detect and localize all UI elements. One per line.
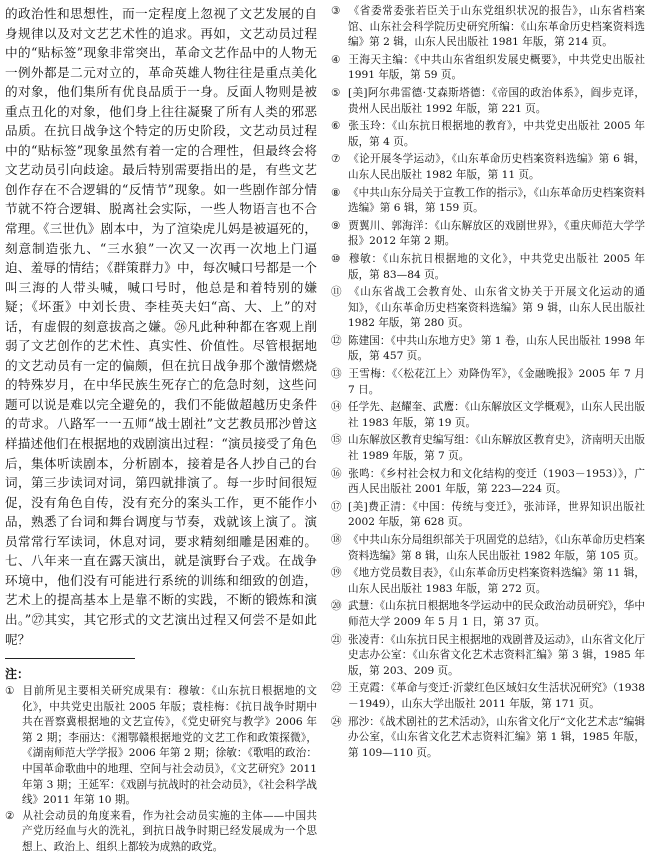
footnote-text: 贾翼川、郭海洋：《山东解放区的戏剧世界》，《重庆师范大学学报》2012 年第 2 期。	[348, 219, 645, 248]
footnote-number: ④	[331, 53, 341, 66]
notes-title: 注：	[5, 667, 30, 682]
footnote	[331, 152, 645, 183]
right-column-notes	[331, 4, 645, 763]
footnote-text: 从社会动员的角度来看，作为社会动员实施的主体——中国共产党历经血与火的洗礼，到抗日战争时期已经发展成为一个思想上、政治上、组织上都较为成熟的政党。	[22, 809, 317, 853]
footnote-number: ②	[5, 809, 15, 822]
footnote-number: ㉔	[331, 715, 342, 728]
footnote-text: 张凌青：《山东抗日民主根据地的戏剧普及运动》，山东省文化厅史志办公室：《山东省文化艺术志资料汇编》第 3 辑，1985 年版，第 203、209 页。	[348, 633, 645, 677]
footnote	[331, 367, 645, 398]
footnote-separator	[5, 658, 135, 659]
footnote	[331, 681, 645, 712]
footnote-text: 目前所见主要相关研究成果有：穆敏：《山东抗日根据地的文化》，中共党史出版社 2005 年版；袁桂梅：《抗日战争时期中共在晋察冀根据地的文艺宣传》，《党史研究与教学》2006 年第 2 期；李丽达：《湘鄂赣根据地党的文艺工作和政策探微》，《湖南师范大学学报》2006 年第 2 期；徐敏：《歌唱的政治：中国革命歌曲中的地理、空间与社会动员》，《文艺研究》2011 年第 3 期；王延军：《戏剧与抗战时的社会动员》，《社会科学战线》2011 年第 10 期。	[22, 685, 317, 807]
footnote	[5, 809, 317, 856]
footnote	[331, 467, 645, 498]
footnote-number: ③	[331, 5, 341, 17]
footnote	[331, 599, 645, 630]
footnote	[331, 500, 645, 531]
footnote-number: ⑳	[331, 600, 342, 613]
footnote	[5, 684, 317, 809]
footnote	[331, 533, 645, 564]
footnote-number: ⑭	[331, 401, 342, 414]
footnote	[331, 285, 645, 332]
footnote-text: 《中共山东分局关于宣教工作的指示》，《山东革命历史档案资料选编》第 6 辑，第 159 页。	[348, 186, 645, 215]
notes-left-list	[5, 684, 317, 856]
footnote	[331, 4, 645, 51]
footnote-text: 《论开展冬学运动》，《山东革命历史档案资料选编》第 6 辑，山东人民出版社 1982 年版，第 11 页。	[348, 153, 645, 181]
footnote-number: ⑨	[331, 219, 341, 232]
footnote-text: 王海天主编：《中共山东省组织发展史概要》，中共党史出版社 1991 年版，第 59 页。	[348, 53, 645, 82]
footnote-number: ⑪	[331, 286, 342, 299]
footnote-text: 山东解放区教育史编写组：《山东解放区教育史》，济南明天出版社 1989 年版，第 7 页。	[348, 434, 645, 463]
footnote-text: 邢沙：《战术剧社的艺术活动》，山东省文化厅“文化艺术志”编辑办公室，《山东省文化艺术志资料汇编》第 1 辑，1985 年版，第 109—110 页。	[348, 715, 645, 759]
footnote-text: 《中共山东分局组织部关于巩固党的总结》，《山东革命历史档案资料选编》第 8 辑，山东人民出版社 1982 年版，第 105 页。	[348, 534, 645, 562]
footnote	[331, 119, 645, 150]
footnote-text: 张鸣：《乡村社会权力和文化结构的变迁（1903－1953）》，广西人民出版社 2001 年版，第 223—224 页。	[348, 467, 645, 496]
left-column	[5, 4, 317, 856]
footnote	[331, 715, 645, 762]
footnote-text: [美]阿尔弗雷德·艾森斯塔德：《帝国的政治体系》，阎步克译，贵州人民出版社 1992 年版，第 221 页。	[348, 86, 645, 115]
footnote-number: ⑮	[331, 434, 342, 447]
footnote-text: 王克霞：《革命与变迁·沂蒙红色区域妇女生活状况研究》（1938－1949），山东大学出版社 2011 年版，第 171 页。	[348, 682, 645, 710]
footnote-number: ⑱	[331, 534, 342, 546]
footnote-number: ⑫	[331, 334, 342, 347]
main-body-text: 的政治性和思想性，而一定程度上忽视了文艺发展的自身规律以及对文艺艺术性的追求。再如，文艺动员过程中的“贴标签”现象非常突出，革命文艺作品中的人物无一例外都是二元对立的，革命英雄人物往往是重点美化的对象，他们集所有优良品质于一身。反面人物则是被重点丑化的对象，他们身上往往凝聚了所有人类的邪恶品质。在抗日战争这个特定的历史阶段，文艺动员过程中的“贴标签”现象虽然有着一定的合理性，但最终会将文艺动员引向歧途。最后特别需要指出的是，有些文艺创作存在不合逻辑的“反情节”现象。如一些剧作部分情节就不符合逻辑、脱离社会实际，一些人物语言也不合常理。《三世仇》剧本中，为了渲染虎儿妈是被逼死的，刻意制造张九、“三水狼”一次又一次再一次地上门逼迫、羞辱的情结；《群策群力》中，每次喊口号都是一个叫三海的人带头喊，喊口号时，他总是和着特别的嫌疑；《坏蛋》中刘长贵、李桂英夫妇“高、大、上”的对话，有虚假的刻意拔高之嫌。㉖凡此种种都在客观上削弱了文艺创作的艺术性、真实性、价值性。尽管根据地的文艺动员有一定的偏颇，但在抗日战争那个激情燃烧的特殊岁月，在中华民族生死存亡的危急时刻，这些问题可以说是难以完全避免的，我们不能做超越历史条件的苛求。八路军一一五师“战士剧社”文艺教员邢沙曾这样描述他们在根据地的戏剧演出过程：“演员接受了角色后，集体听读剧本，分析剧本，接着是各人抄自己的台词，第三步读词对词，第四就排演了。每一步时间很短促，没有角色自传，没有充分的案头工作，更不能作小品，熟悉了台词和舞台调度与节奏，戏就该上演了。演员常常行军读词，休息对词，要求精刻细雕是困难的。七、八年来一直在露天演出，就是演野台子戏。在战争环境中，他们没有可能进行系统的训练和细致的创造，艺术上的提高基本上是靠不断的实践，不断的锻炼和演出。”㉗其实，其它形式的文艺演出过程又何尝不是如此呢？	[5, 6, 317, 647]
footnote-number: ⑤	[331, 86, 341, 99]
footnote-text: [美]费正清：《中国：传统与变迁》，张沛译，世界知识出版社 2002 年版，第 628 页。	[348, 500, 645, 529]
footnote	[331, 400, 645, 431]
footnote	[331, 566, 645, 597]
footnote-number: ⑥	[331, 120, 341, 133]
footnote-number: ㉒	[331, 682, 342, 695]
footnote-number: ㉑	[331, 633, 342, 646]
footnote	[331, 219, 645, 250]
footnote-text: 陈建国：《中共山东地方史》第 1 卷，山东人民出版社 1998 年版，第 457 页。	[348, 334, 645, 363]
footnote-text: 任学先、赵耀奎、武鹰：《山东解放区文学概观》，山东人民出版社 1983 年版，第 19 页。	[348, 401, 645, 429]
footnote	[331, 433, 645, 464]
footnote-number: ⑯	[331, 467, 342, 480]
footnote	[331, 633, 645, 680]
footnote-number: ⑲	[331, 567, 342, 580]
footnote-text: 《省委常委张若臣关于山东党组织状况的报告》，山东省档案馆、山东社会科学院历史研究所编：《山东革命历史档案资料选编》第 2 辑，山东人民出版社 1981 年版，第 214 页。	[348, 5, 645, 49]
footnote	[331, 53, 645, 84]
footnote-text: 穆敏：《山东抗日根据地的文化》，中共党史出版社 2005 年版，第 83—84 页。	[348, 252, 645, 281]
footnote-text: 张玉玲：《山东抗日根据地的教育》，中共党史出版社 2005 年版，第 4 页。	[348, 120, 645, 148]
footnote	[331, 186, 645, 217]
footnote-number: ⑧	[331, 186, 341, 199]
footnote-text: 王雪梅：《〈松花江上〉劝降伪军》，《金融晚报》2005 年 7 月 7 日。	[348, 368, 645, 396]
footnote	[331, 252, 645, 283]
footnote	[331, 334, 645, 365]
footnote-number: ⑰	[331, 500, 342, 513]
footnote-text: 《地方党员数目表》，《山东革命历史档案资料选编》第 11 辑，山东人民出版社 1983 年版，第 272 页。	[348, 567, 645, 595]
footnote-number: ⑩	[331, 252, 341, 265]
footnote-number: ⑦	[331, 153, 341, 166]
footnote	[331, 86, 645, 117]
footnote-text: 武慧：《山东抗日根据地冬学运动中的民众政治动员研究》，华中师范大学 2009 年 5 月 1 日，第 37 页。	[348, 600, 645, 628]
footnote-number: ①	[5, 685, 15, 698]
footnote-number: ⑬	[331, 368, 342, 381]
footnote-text: 《山东省战工会教育处、山东省文协关于开展文化运动的通知》，《山东革命历史档案资料选编》第 9 辑，山东人民出版社 1982 年版，第 280 页。	[348, 286, 645, 330]
